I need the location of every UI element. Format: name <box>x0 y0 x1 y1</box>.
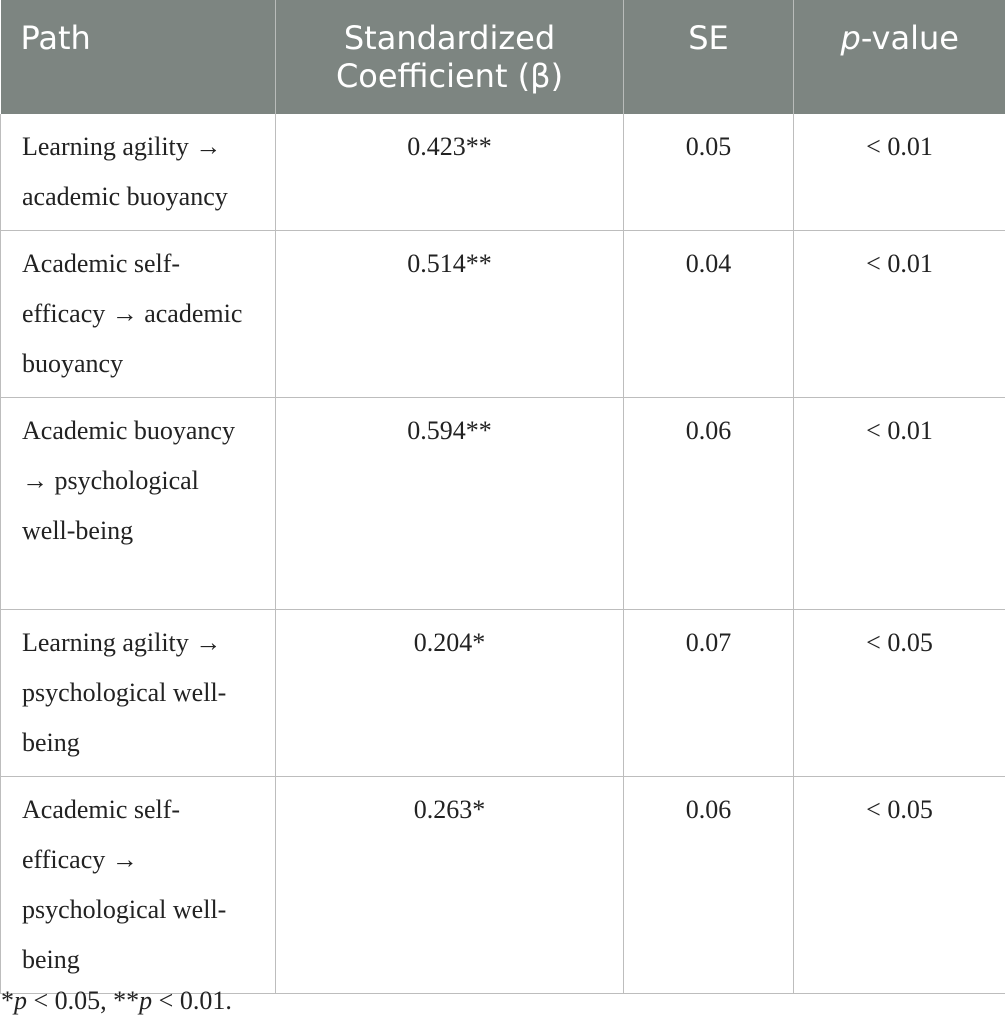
footnote-part2: < 0.05, ** <box>27 986 140 1015</box>
cell-se: 0.07 <box>624 610 794 777</box>
header-p-value <box>794 0 1005 114</box>
header-p-rest: -value <box>860 19 959 57</box>
cell-beta: 0.423** <box>276 114 624 231</box>
header-path: Path <box>1 0 276 114</box>
cell-p-value: < 0.05 <box>794 610 1005 777</box>
footnote-part3: < 0.01. <box>152 986 232 1015</box>
cell-beta: 0.204* <box>276 610 624 777</box>
cell-se: 0.06 <box>624 398 794 610</box>
cell-beta: 0.263* <box>276 777 624 994</box>
cell-path: Learning agility → academic buoyancy <box>1 114 276 231</box>
header-coefficient-line2: Coefficient (β) <box>335 57 564 95</box>
table-row <box>1 114 1005 231</box>
cell-p-value: < 0.05 <box>794 777 1005 994</box>
header-coefficient <box>276 0 624 114</box>
cell-p-value: < 0.01 <box>794 231 1005 398</box>
cell-path: Academic self-efficacy → psychological well-being <box>1 777 276 994</box>
cell-se: 0.06 <box>624 777 794 994</box>
cell-se: 0.05 <box>624 114 794 231</box>
header-coefficient-line1: Standardized <box>343 19 556 57</box>
table-row <box>1 777 1005 994</box>
cell-path: Learning agility → psychological well-being <box>1 610 276 777</box>
table-row <box>1 610 1005 777</box>
header-row <box>1 0 1005 114</box>
cell-beta: 0.594** <box>276 398 624 610</box>
cell-p-value: < 0.01 <box>794 398 1005 610</box>
cell-se: 0.04 <box>624 231 794 398</box>
header-se: SE <box>624 0 794 114</box>
footnote-p1: p <box>14 986 27 1015</box>
header-p-italic: p <box>840 19 861 57</box>
table-footnote <box>1 984 232 1018</box>
footnote-p2: p <box>139 986 153 1015</box>
cell-path: Academic buoyancy → psychological well-being <box>1 398 276 610</box>
cell-beta: 0.514** <box>276 231 624 398</box>
cell-p-value: < 0.01 <box>794 114 1005 231</box>
cell-path: Academic self-efficacy → academic buoyancy <box>1 231 276 398</box>
table-row <box>1 231 1005 398</box>
table-row <box>1 398 1005 610</box>
footnote-part1: * <box>1 986 14 1015</box>
